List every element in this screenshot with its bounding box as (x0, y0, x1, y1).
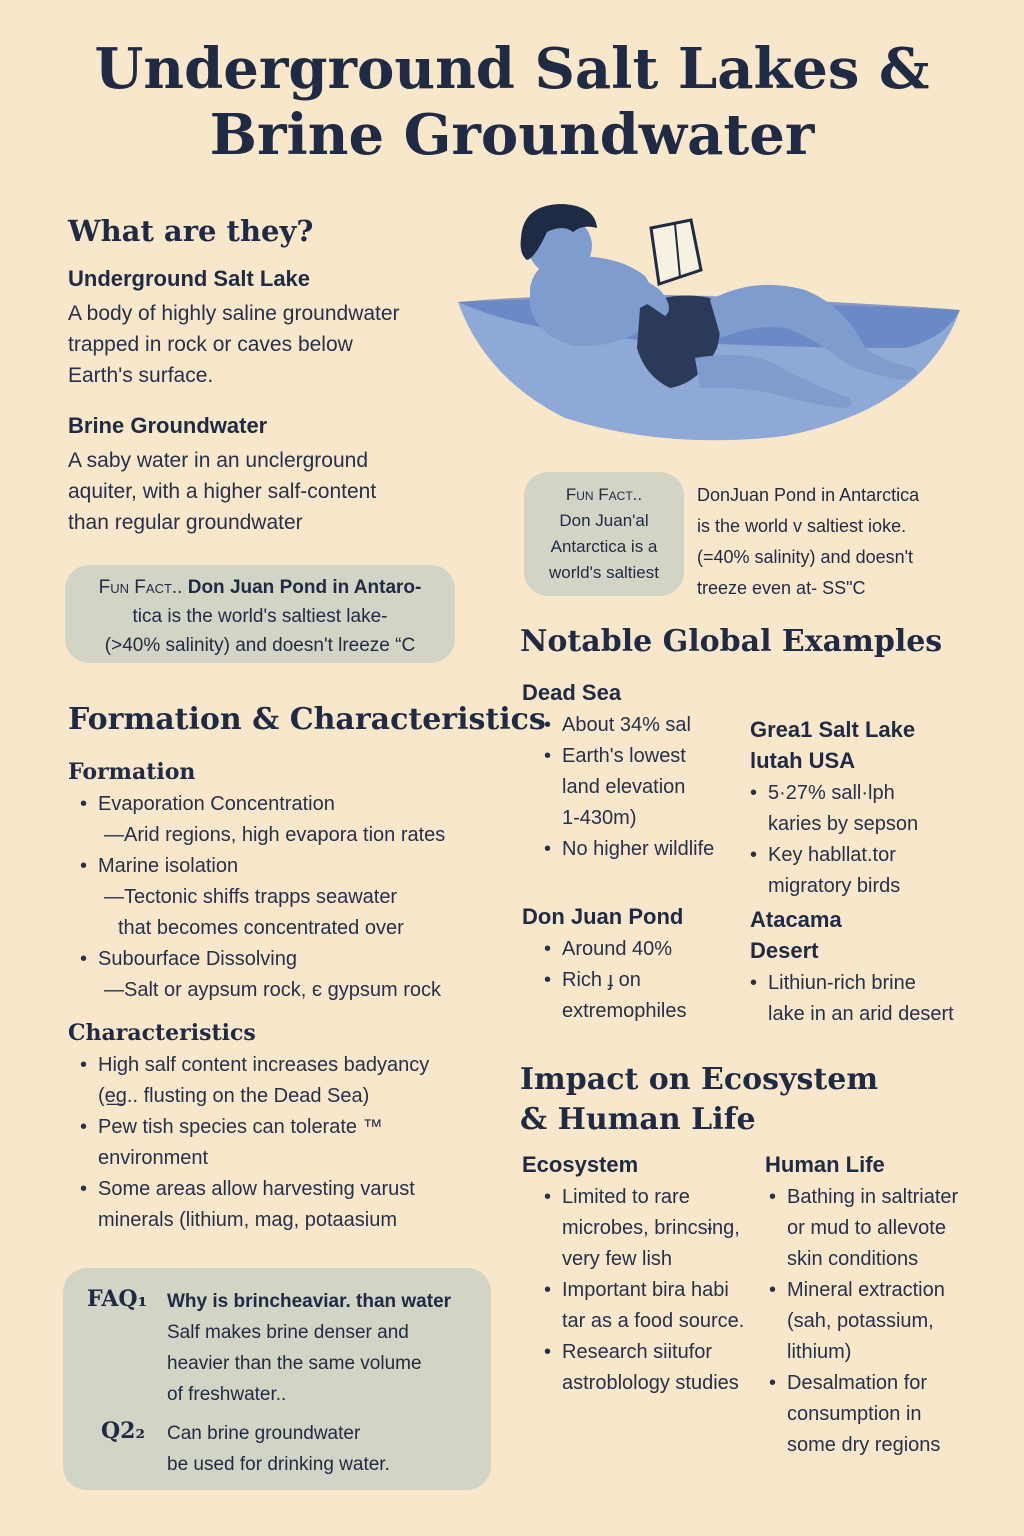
don-juan-title: Don Juan Pond (522, 904, 684, 929)
page-title-line-1: Underground Salt Lakes & (94, 36, 930, 102)
great-salt-title: Grea1 Salt Lake lutah USA (750, 717, 916, 773)
impact-ecosystem (522, 1152, 762, 1399)
formation-item: • Marine isolation —Tectonic shiffs trapps seawater that becomes concentrated over (98, 851, 548, 944)
brine-subheading: Brine Groundwater (68, 413, 268, 438)
human-life-title: Human Life (765, 1152, 885, 1177)
faq-q2-label: Q2₂ (101, 1418, 146, 1444)
fun-fact-right-line: (=40% salinity) and doesn't (697, 547, 914, 567)
don-juan-item: • Around 40% (562, 934, 742, 965)
what-heading: What are they? (68, 214, 314, 248)
ecosystem-title: Ecosystem (522, 1152, 639, 1177)
characteristics-item: • Some areas allow harvesting varust minerals (lithium, mag, potaasium (98, 1174, 548, 1236)
fun-fact-left-label: Fun Fact.. (98, 577, 183, 598)
ecosystem-item: • Limited to rare microbes, brincsɨng, very few lish (562, 1182, 762, 1275)
fun-fact-left-line: tica is the world's saltiest lake- (132, 606, 388, 627)
dead-sea-item: • About 34% sal (562, 710, 742, 741)
formation-section (68, 702, 548, 1236)
characteristics-subheading: Characteristics (68, 1020, 256, 1046)
fun-fact-right-text (697, 480, 1017, 604)
human-life-item: • Desalmation for consumption in some dry regions (787, 1368, 1015, 1461)
fun-fact-left-line: Don Juan Pond in Antaro- (187, 577, 422, 598)
faq-q2-text: Can brine groundwater be used for drinking water. (167, 1423, 390, 1475)
fun-fact-right-badge (524, 472, 684, 596)
impact-heading: Impact on Ecosystem & Human Life (520, 1062, 879, 1137)
dead-sea-item: • No higher wildlife (562, 834, 742, 865)
example-great-salt-lake (750, 714, 1010, 902)
great-salt-item: • Key habllat.tor migratory birds (768, 840, 1010, 902)
fun-fact-left-line: (>40% salinity) and doesn't lreeze “C (104, 635, 416, 656)
faq-q1-label: FAQ₁ (87, 1286, 148, 1312)
characteristics-item: • Pew tish species can tolerate ™ environment (98, 1112, 548, 1174)
fun-fact-right-line: is the world v saltiest ioke. (697, 516, 907, 536)
page-title-line-2: Brine Groundwater (209, 102, 815, 168)
great-salt-item: • 5·27% sall·lph karies by sepson (768, 778, 1010, 840)
example-don-juan-pond (522, 904, 742, 1027)
formation-heading: Formation & Characteristics (68, 702, 546, 737)
faq-q1-text: Why is brincheaviar. than water Salf makes brine denser and heavier than the same volume of freshwater.. (167, 1291, 452, 1405)
salt-lake-line: trapped in rock or caves below (68, 333, 353, 356)
impact-human-life (765, 1152, 1015, 1461)
formation-item: • Evaporation Concentration —Arid regions, high evapora tion rates (98, 789, 548, 851)
ecosystem-item: • Research siitufor astroblology studies (562, 1337, 762, 1399)
floating-reader-illustration (455, 198, 965, 450)
brine-line: A saby water in an unclerground (68, 449, 369, 472)
faq-box (63, 1268, 491, 1490)
dead-sea-title: Dead Sea (522, 680, 622, 705)
fun-fact-right-line: DonJuan Pond in Antarctica (697, 485, 920, 505)
examples-heading: Notable Global Examples (520, 624, 943, 659)
fun-fact-right-badge-line: Don Juan'al (559, 511, 649, 530)
what-are-they-section (68, 214, 468, 538)
formation-item: • Subourface Dissolving —Salt or aypsum rock, є gypsum rock (98, 944, 548, 1006)
ecosystem-item: • Important bira habi tar as a food source. (562, 1275, 762, 1337)
fun-fact-right-badge-line: Fun Fact.. (565, 485, 643, 504)
human-life-item: • Bathing in saltriater or mud to allevote skin conditions (787, 1182, 1015, 1275)
characteristics-list (98, 1050, 548, 1236)
dead-sea-item: • Earth's lowest land elevation 1-430m) (562, 741, 742, 834)
fun-fact-left-box (65, 565, 455, 663)
example-atacama (750, 904, 1010, 1030)
salt-lake-line: Earth's surface. (68, 364, 214, 387)
atacama-item: • Lithiun-rich brine lake in an arid desert (768, 968, 1010, 1030)
human-life-item: • Mineral extraction (sah, potassium, lithium) (787, 1275, 1015, 1368)
salt-lake-line: A body of highly saline groundwater (68, 302, 400, 325)
fun-fact-right-badge-line: Antarctica is a (550, 537, 658, 556)
fun-fact-right-badge-line: world's saltiest (548, 563, 659, 582)
brine-line: than regular groundwater (68, 511, 303, 534)
formation-subheading: Formation (68, 759, 196, 785)
don-juan-item: • Rich ɟ on extremophiles (562, 965, 742, 1027)
fun-fact-right-line: treeze even at- SS"C (697, 578, 866, 598)
example-dead-sea (522, 680, 742, 865)
salt-lake-subheading: Underground Salt Lake (68, 266, 311, 291)
brine-line: aquiter, with a higher salf-content (68, 480, 377, 503)
characteristics-item: • High salf content increases badyancy (e͟g.. flusting on the Dead Sea) (98, 1050, 548, 1112)
formation-list (98, 789, 548, 1006)
page-title (0, 36, 1024, 168)
atacama-title: Atacama Desert (750, 907, 842, 963)
